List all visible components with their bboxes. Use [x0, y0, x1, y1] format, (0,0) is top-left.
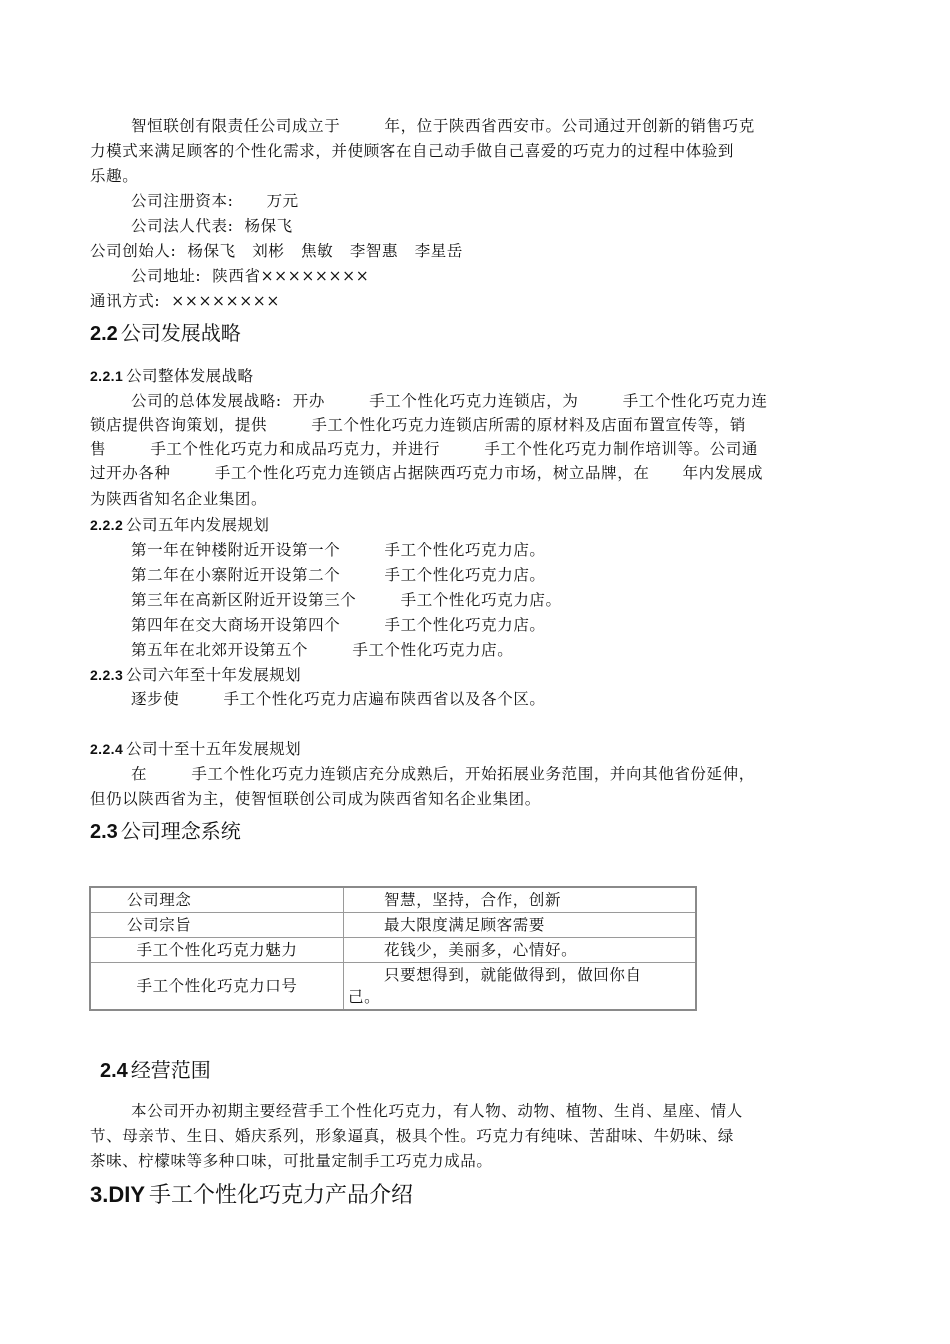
slogan-value-line-2: 己。 — [348, 988, 381, 1006]
philosophy-table — [89, 886, 697, 1011]
founders: 公司创始人: 杨保飞 刘彬 焦敏 李智惠 李星岳 — [90, 242, 464, 260]
table-cell-value — [344, 887, 697, 913]
plan-year-4: 第四年在交大商场开设第四个 手工个性化巧克力店。 — [131, 616, 546, 634]
charm-label: 手工个性化巧克力魅力 — [136, 941, 298, 959]
strategy-line-2: 锁店提供咨询策划，提供 手工个性化巧克力连锁店所需的原材料及店面布置宣传等，销 — [90, 416, 747, 434]
intro-line-2: 力模式来满足顾客的个性化需求，并使顾客在自己动手做自己喜爱的巧克力的过程中体验到 — [90, 142, 735, 160]
section-number: 2.2.3 — [90, 667, 124, 683]
section-title: 公司整体发展战略 — [126, 367, 254, 385]
plan-year-3: 第三年在高新区附近开设第三个 手工个性化巧克力店。 — [131, 591, 562, 609]
philosophy-value: 智慧，坚持，合作，创新 — [384, 891, 562, 909]
purpose-label: 公司宗旨 — [127, 916, 192, 934]
section-number: 2.2 — [90, 323, 118, 345]
section-title: 公司六年至十年发展规划 — [126, 666, 302, 684]
table-cell-key — [90, 887, 344, 913]
section-number: 2.2.1 — [90, 368, 124, 384]
section-title: 手工个性化巧克力产品介绍 — [149, 1183, 414, 1208]
scope-line-3: 茶味、柠檬味等多种口味，可批量定制手工巧克力成品。 — [90, 1152, 493, 1170]
section-3-heading — [90, 1181, 413, 1210]
section-number: 3.DIY — [90, 1182, 146, 1207]
table-row — [90, 963, 696, 1011]
table-cell-key — [90, 938, 344, 963]
section-2-2-heading — [90, 320, 241, 347]
section-number: 2.3 — [90, 821, 118, 843]
table-row — [90, 913, 696, 938]
intro-line-3: 乐趣。 — [90, 167, 139, 185]
section-2-2-2-heading — [90, 514, 269, 536]
scope-line-2: 节、母亲节、生日、婚庆系列，形象逼真，极具个性。巧克力有纯味、苦甜味、牛奶味、绿 — [90, 1127, 735, 1145]
strategy-line-3: 售 手工个性化巧克力和成品巧克力，并进行 手工个性化巧克力制作培训等。公司通 — [90, 440, 759, 458]
registered-capital: 公司注册资本: 万元 — [131, 192, 299, 210]
strategy-line-1: 公司的总体发展战略: 开办 手工个性化巧克力连锁店，为 手工个性化巧克力连 — [131, 392, 768, 410]
table-cell-key — [90, 963, 344, 1011]
section-2-2-3-heading — [90, 664, 301, 686]
section-title: 公司十至十五年发展规划 — [126, 740, 302, 758]
plan-6-10-text: 逐步使 手工个性化巧克力店遍布陕西省以及各个区。 — [131, 690, 546, 708]
slogan-label: 手工个性化巧克力口号 — [136, 977, 298, 995]
section-title: 公司五年内发展规划 — [126, 516, 270, 534]
charm-value: 花钱少，美丽多，心情好。 — [384, 941, 578, 959]
table-cell-value — [344, 938, 697, 963]
purpose-value: 最大限度满足顾客需要 — [384, 916, 546, 934]
section-number: 2.2.4 — [90, 741, 124, 757]
company-address: 公司地址: 陕西省×××××××× — [131, 267, 370, 285]
philosophy-label: 公司理念 — [127, 891, 192, 909]
section-title: 公司理念系统 — [120, 819, 241, 843]
section-2-3-heading — [90, 818, 241, 845]
slogan-value-line-1: 只要想得到，就能做得到，做回你自 — [384, 966, 642, 984]
plan-year-2: 第二年在小寨附近开设第二个 手工个性化巧克力店。 — [131, 566, 546, 584]
section-title: 公司发展战略 — [120, 321, 241, 345]
strategy-line-5: 为陕西省知名企业集团。 — [90, 490, 268, 508]
plan-10-15-line-1: 在 手工个性化巧克力连锁店充分成熟后，开始拓展业务范围，并向其他省份延伸， — [131, 765, 755, 783]
section-2-2-1-heading — [90, 365, 253, 387]
strategy-line-4: 过开办各种 手工个性化巧克力连锁店占据陕西巧克力市场，树立品牌，在 年内发展成 — [90, 464, 764, 482]
table-cell-value — [344, 913, 697, 938]
intro-line-1: 智恒联创有限责任公司成立于 年，位于陕西省西安市。公司通过开创新的销售巧克 — [131, 117, 755, 135]
table-cell-value — [344, 963, 697, 1011]
section-title: 经营范围 — [130, 1058, 211, 1082]
legal-representative: 公司法人代表: 杨保飞 — [131, 217, 293, 235]
table-row — [90, 938, 696, 963]
plan-10-15-line-2: 但仍以陕西省为主，使智恒联创公司成为陕西省知名企业集团。 — [90, 790, 541, 808]
section-2-2-4-heading — [90, 738, 301, 760]
table-cell-key — [90, 913, 344, 938]
plan-year-5: 第五年在北郊开设第五个 手工个性化巧克力店。 — [131, 641, 514, 659]
section-number: 2.4 — [100, 1060, 128, 1082]
scope-line-1: 本公司开办初期主要经营手工个性化巧克力，有人物、动物、植物、生肖、星座、情人 — [131, 1102, 743, 1120]
section-2-4-heading — [100, 1057, 211, 1084]
contact-info: 通讯方式: ×××××××× — [90, 292, 280, 310]
section-number: 2.2.2 — [90, 517, 124, 533]
plan-year-1: 第一年在钟楼附近开设第一个 手工个性化巧克力店。 — [131, 541, 546, 559]
table-row — [90, 887, 696, 913]
